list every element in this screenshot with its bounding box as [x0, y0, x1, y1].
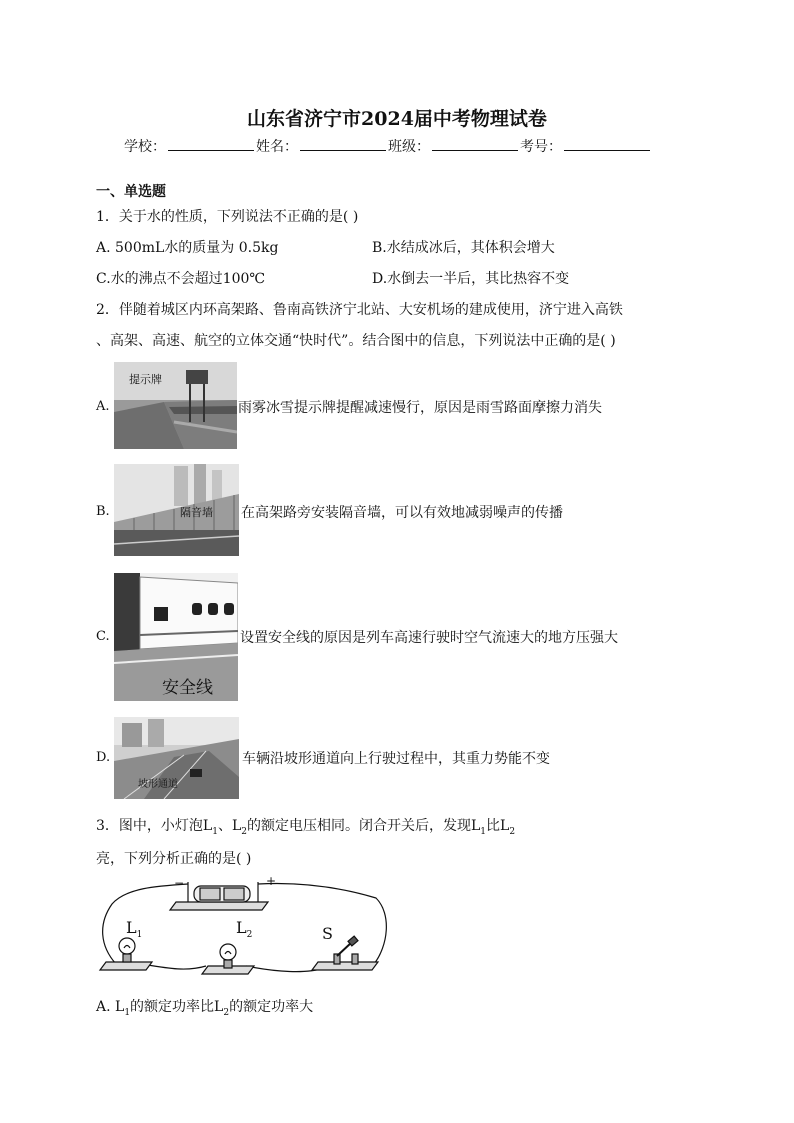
sound-barrier-caption: 隔音墙: [180, 506, 213, 519]
q2-option-a-label: A.: [96, 399, 110, 414]
q2-option-a-text: 雨雾冰雪提示牌提醒减速慢行，原因是雨雪路面摩擦力消失: [238, 400, 602, 416]
q3-a-l1: L: [115, 999, 125, 1015]
lamp1-label: $L_1$: [126, 918, 143, 941]
battery-plus: +: [266, 874, 277, 888]
q1-stem: 1．关于水的性质，下列说法不正确的是( ): [96, 209, 359, 225]
q3-stem-line1: [96, 815, 515, 837]
q2-option-b-label: B.: [96, 504, 110, 519]
ramp-caption: 坡形通道: [138, 779, 178, 790]
q3-separator: 、: [217, 818, 232, 834]
q2-option-c-text: 设置安全线的原因是列车高速行驶时空气流速大的地方压强大: [240, 630, 618, 646]
q3-a-prefix: A.: [96, 999, 116, 1015]
road-sign-photo: [114, 362, 237, 449]
q3-a-l2-sub: 2: [223, 1007, 230, 1018]
number-blank[interactable]: [564, 138, 650, 151]
q2-stem-line1: 2．伴随着城区内环高架路、鲁南高铁济宁北站、大安机场的建成使用，济宁进入高铁: [96, 302, 623, 318]
q3-l1-symbol: L: [202, 818, 213, 834]
lamp2-label: $L_2$: [236, 918, 253, 941]
name-blank[interactable]: [300, 138, 386, 151]
class-blank[interactable]: [432, 138, 518, 151]
q2-option-d-label: D.: [96, 750, 111, 765]
q3-l2-sub: 2: [241, 826, 247, 837]
q1-option-c: C.水的沸点不会超过100℃: [96, 271, 266, 287]
q1-option-d: D.水倒去一半后，其比热容不变: [372, 271, 570, 287]
q3-l2-symbol: L: [231, 818, 242, 834]
q3-l2b-symbol: L: [500, 818, 510, 834]
switch-label: S: [322, 924, 333, 943]
q3-l2b-sub: 2: [509, 826, 516, 837]
class-label: 班级：: [388, 139, 430, 155]
sound-barrier-photo: [114, 464, 239, 556]
safety-line-caption: 安全线: [162, 678, 213, 698]
q3-a-l1-sub: 1: [124, 1007, 131, 1018]
road-sign-caption: 提示牌: [129, 373, 162, 386]
q1-option-a: A. 500mL水的质量为 0.5kg: [96, 240, 279, 256]
ramp-photo: [114, 717, 239, 799]
name-label: 姓名：: [256, 139, 298, 155]
q1-option-b: B.水结成冰后，其体积会增大: [372, 240, 555, 256]
number-label: 考号：: [520, 139, 562, 155]
page-title: 山东省济宁市2024届中考物理试卷: [247, 108, 547, 130]
circuit-diagram: [96, 874, 388, 978]
q3-stem-part2: 的额定电压相同。闭合开关后，发现: [246, 818, 471, 834]
section-title: 一、单选题: [96, 184, 166, 200]
battery-minus: −: [174, 876, 185, 890]
q3-l1b-symbol: L: [470, 818, 481, 834]
q3-l1-sub: 1: [212, 826, 218, 837]
q2-option-d-text: 车辆沿坡形通道向上行驶过程中，其重力势能不变: [242, 751, 550, 767]
q3-a-part3: 的额定功率大: [229, 999, 314, 1015]
q3-stem-line2: 亮，下列分析正确的是( ): [96, 851, 252, 867]
q3-a-part2: 的额定功率比: [130, 999, 215, 1015]
q3-a-l2: L: [214, 999, 224, 1015]
q3-l1b-sub: 1: [480, 826, 487, 837]
q3-option-a: [96, 996, 313, 1018]
school-label: 学校：: [124, 139, 166, 155]
school-blank[interactable]: [168, 138, 254, 151]
q3-stem-part1: 3．图中，小灯泡: [96, 818, 203, 834]
student-info-fields: [124, 136, 652, 156]
safety-line-photo: [114, 573, 238, 701]
q3-stem-part3: 比: [486, 818, 501, 834]
q2-stem-line2: 、高架、高速、航空的立体交通“快时代”。结合图中的信息，下列说法中正确的是( ): [96, 333, 616, 349]
q2-option-c-label: C.: [96, 629, 110, 644]
q2-option-b-text: 在高架路旁安装隔音墙，可以有效地减弱噪声的传播: [241, 505, 563, 521]
